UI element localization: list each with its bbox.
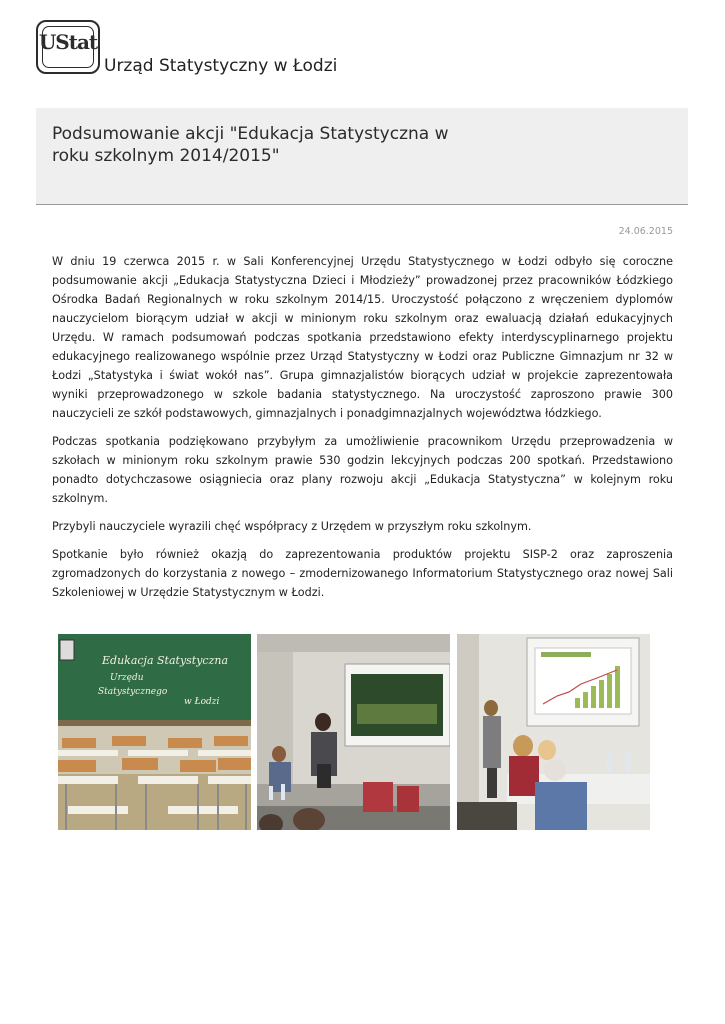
org-name: Urząd Statystyczny w Łodzi [104,56,338,76]
chalk-line-1: Edukacja Statystyczna [102,654,229,667]
audience-photo[interactable] [457,634,650,830]
chalk-line-2: Urzędu [110,673,144,683]
photo-gallery [58,634,652,830]
classroom-photo[interactable] [58,634,251,830]
article-content [52,252,673,611]
article-title: Podsumowanie akcji "Edukacja Statystyczna w roku szkolnym 2014/2015" [52,124,449,166]
chalk-line-3: Statystycznego [98,687,168,697]
paragraph-1: W dniu 19 czerwca 2015 r. w Sali Konferencyjnej Urzędu Statystycznego w Łodzi odbyło się coroczne podsumowanie akcji „Edukacja Statystyczna Dzieci i Młodzieży” prowadzonej przez pracowników Łódzkiego Ośrodka Badań Regionalnych w roku szkolnym 2014/15. Uroczystość połączono z wręczeniem dyplomów nauczycielom biorącym udział w akcji w minionym roku szkolnym oraz ewaluacją działań edukacyjnych Urzędu. W ramach podsumowań podczas spotkania przedstawiono efekty interdyscyplinarnego projektu edukacyjnego realizowanego wspólnie przez Urząd Statystyczny w Łodzi oraz Publiczne Gimnazjum nr 32 w Łodzi „Statystyka i świat wokół nas”. Grupa gimnazjalistów biorących udział w projekcie zaprezentowała wyniki przeprowadzonego w szkole badania statystycznego. Na uroczystość zaproszono prawie 300 nauczycieli ze szkół podstawowych, gimnazjalnych i ponadgimnazjalnych województwa łódzkiego. [52,255,673,420]
article-date: 24.06.2015 [618,226,673,237]
chalk-line-4: w Łodzi [184,697,220,707]
presentation-photo[interactable] [257,634,450,830]
page-header [36,18,686,78]
logo-text: UStat [38,30,98,54]
paragraph-4: Spotkanie było również okazją do zaprezentowania produktów projektu SISP-2 oraz zaproszenia zgromadzonych do korzystania z nowego – zmodernizowanego Informatorium Statystycznego oraz nowej Sali Szkoleniowej w Urzędzie Statystycznym w Łodzi. [52,548,673,599]
ustat-logo [36,20,100,74]
paragraph-3: Przybyli nauczyciele wyrazili chęć współpracy z Urzędem w przyszłym roku szkolnym. [52,520,532,533]
article-title-box [36,108,688,205]
paragraph-2: Podczas spotkania podziękowano przybyłym za umożliwienie pracownikom Urzędu przeprowadzenia w szkołach w minionym roku szkolnym prawie 530 godzin lekcyjnych podczas 200 spotkań. Przedstawiono ponadto dotychczasowe osiągniecia oraz plany rozwoju akcji „Edukacja Statystyczna” w kolejnym roku szkolnym. [52,435,673,505]
